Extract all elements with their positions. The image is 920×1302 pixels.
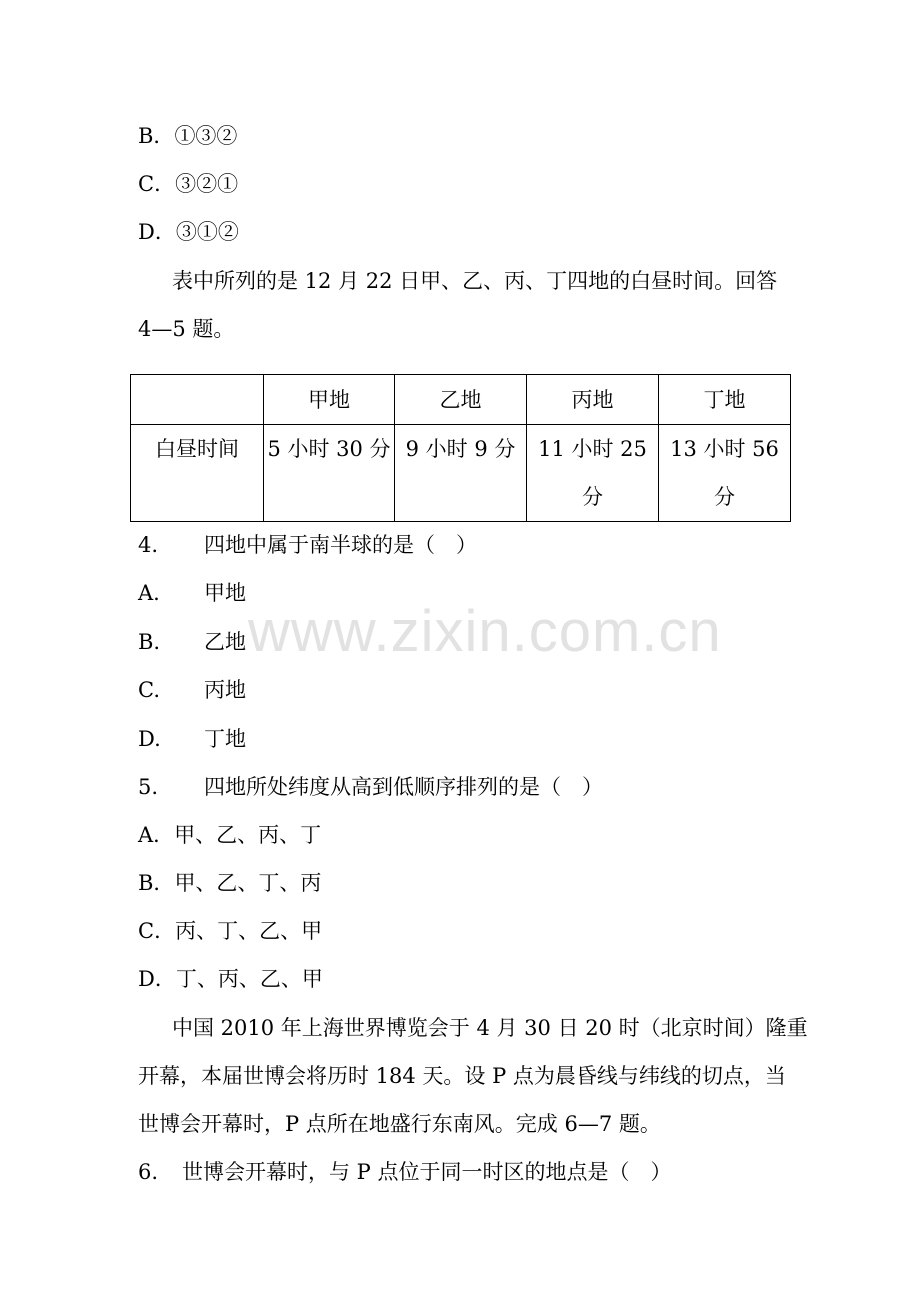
- option-text: 丙、丁、乙、甲: [175, 919, 323, 943]
- option-label: D.: [138, 727, 161, 751]
- watermark: www.zixin.com.cn: [248, 599, 722, 664]
- option-label: A．: [138, 823, 175, 847]
- q5-stem: [138, 777, 603, 798]
- q5-option-a: [138, 825, 321, 846]
- q3-option-d: [138, 222, 239, 243]
- q3-option-b: [138, 126, 237, 147]
- table-header-cell: 乙地: [395, 375, 527, 425]
- table-header-row: [131, 375, 791, 425]
- q3-option-c: [138, 174, 238, 195]
- option-text: ③①②: [175, 220, 239, 244]
- table-row: [131, 425, 791, 522]
- q4-option-d: [138, 729, 246, 750]
- table-header-cell: 丁地: [659, 375, 791, 425]
- table-cell: [395, 425, 527, 522]
- intro-4-5-line1: 表中所列的是 12 月 22 日甲、乙、丙、丁四地的白昼时间。回答: [172, 269, 778, 293]
- option-label: C.: [138, 678, 160, 702]
- option-label: C．: [138, 919, 176, 943]
- table-header-cell: [131, 375, 264, 425]
- table-cell: [527, 425, 659, 522]
- option-label: B．: [138, 871, 175, 895]
- cell-line: 5 小时 30 分: [267, 437, 391, 461]
- cell-line: 分: [714, 485, 735, 509]
- table-header-cell: 甲地: [264, 375, 395, 425]
- q4-option-c: [138, 680, 246, 701]
- question-text: 世博会开幕时，与 P 点位于同一时区的地点是（ ）: [182, 1160, 672, 1184]
- q4-option-a: [138, 583, 246, 604]
- q5-option-b: [138, 873, 321, 894]
- option-text: 甲、乙、丙、丁: [174, 823, 322, 847]
- q5-option-d: [138, 969, 323, 990]
- q6-stem: [138, 1162, 671, 1183]
- table-header-cell: 丙地: [527, 375, 659, 425]
- intro-6-7-line3: 世博会开幕时，P 点所在地盛行东南风。完成 6—7 题。: [138, 1112, 661, 1136]
- option-label: B．: [138, 124, 175, 148]
- intro-6-7-line2: 开幕，本届世博会将历时 184 天。设 P 点为晨昏线与纬线的切点，当: [138, 1064, 786, 1088]
- option-label: D．: [138, 220, 176, 244]
- question-text: 四地所处纬度从高到低顺序排列的是（ ）: [204, 775, 603, 799]
- option-text: 丙地: [204, 678, 246, 702]
- q4-stem: [138, 535, 477, 556]
- option-label: D．: [138, 967, 176, 991]
- cell-line: 13 小时 56: [670, 437, 779, 461]
- option-label: C．: [138, 172, 176, 196]
- option-text: ①③②: [174, 124, 238, 148]
- table-cell: [264, 425, 395, 522]
- q4-option-b: [138, 632, 246, 653]
- table-cell: [659, 425, 791, 522]
- option-label: B.: [138, 630, 161, 654]
- cell-line: 分: [582, 485, 603, 509]
- option-label: A.: [138, 581, 160, 605]
- option-text: 丁地: [204, 727, 246, 751]
- option-text: 丁、丙、乙、甲: [175, 967, 323, 991]
- question-number: 6.: [138, 1160, 159, 1184]
- cell-line: 11 小时 25: [538, 437, 647, 461]
- question-number: 4.: [138, 533, 159, 557]
- daylight-table: [130, 374, 791, 522]
- option-text: 甲地: [204, 581, 246, 605]
- question-number: 5.: [138, 775, 159, 799]
- cell-line: 9 小时 9 分: [405, 437, 516, 461]
- intro-6-7-line1: 中国 2010 年上海世界博览会于 4 月 30 日 20 时（北京时间）隆重: [172, 1016, 808, 1040]
- question-text: 四地中属于南半球的是（ ）: [204, 533, 477, 557]
- intro-4-5-line2: 4—5 题。: [138, 317, 235, 341]
- option-text: 乙地: [204, 630, 246, 654]
- q5-option-c: [138, 921, 322, 942]
- table-row-label: 白昼时间: [131, 425, 264, 522]
- option-text: 甲、乙、丁、丙: [174, 871, 322, 895]
- option-text: ③②①: [175, 172, 239, 196]
